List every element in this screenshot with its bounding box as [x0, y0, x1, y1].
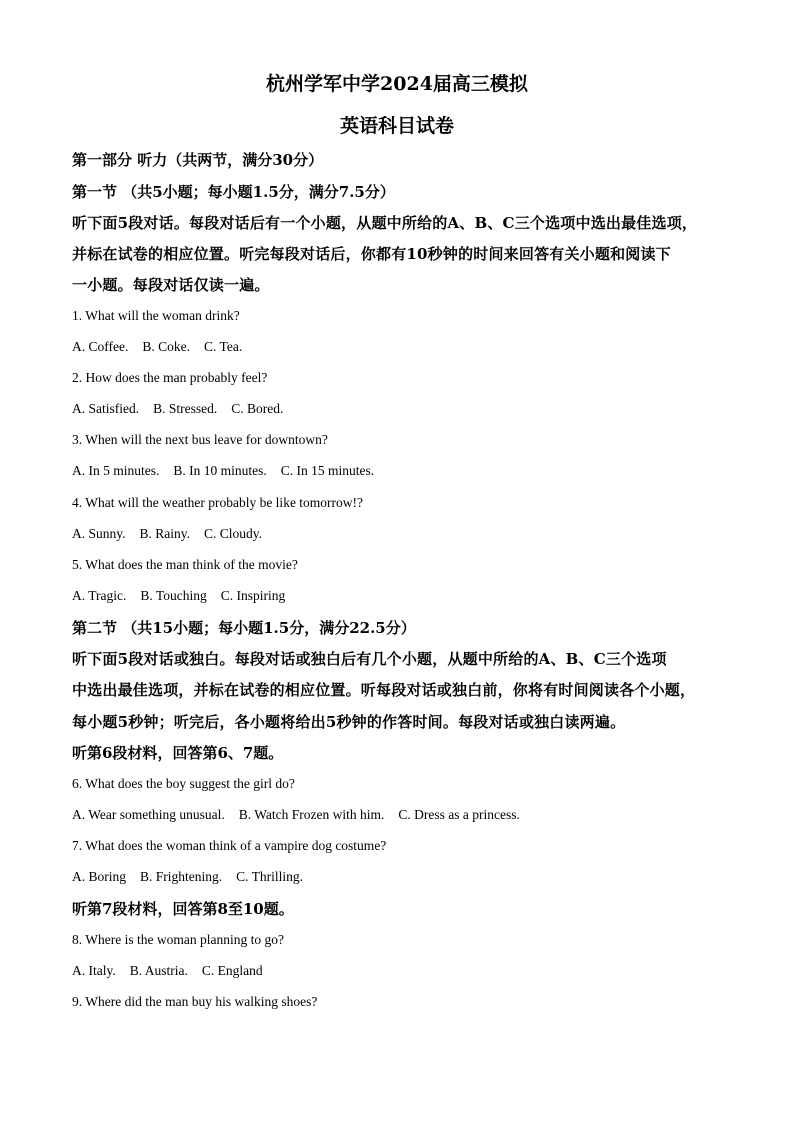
option-b: B. Stressed. — [153, 401, 218, 416]
exam-title: 杭州学军中学2024届高三模拟 — [266, 73, 528, 95]
section2-instruction-line: 中选出最佳选项，并标在试卷的相应位置。听每段对话或独白前，你将有时间阅读各个小题， — [72, 681, 696, 699]
section1-instruction-line: 并标在试卷的相应位置。听完每段对话后，你都有10秒钟的时间来回答有关小题和阅读下 — [72, 245, 671, 263]
option-a: A. Satisfied. — [72, 401, 140, 416]
option-a: A. Italy. — [72, 963, 116, 978]
question-4-options — [72, 525, 732, 543]
question-3-options — [72, 462, 732, 480]
section2-heading: 第二节 （共15小题；每小题1.5分，满分22.5分） — [72, 619, 416, 637]
option-c: C. Tea. — [204, 339, 243, 354]
question-9: 9. Where did the man buy his walking shoes? — [72, 994, 318, 1009]
question-7-options — [72, 868, 732, 886]
option-b: B. Austria. — [129, 963, 188, 978]
option-c: C. Cloudy. — [204, 526, 263, 541]
option-b: B. Coke. — [142, 339, 191, 354]
option-b: B. In 10 minutes. — [173, 463, 267, 478]
option-a: A. In 5 minutes. — [72, 463, 160, 478]
question-7: 7. What does the woman think of a vampire dog costume? — [72, 838, 387, 853]
part1-heading: 第一部分 听力（共两节，满分30分） — [72, 151, 324, 169]
question-3: 3. When will the next bus leave for downtown? — [72, 432, 328, 447]
option-c: C. Thrilling. — [236, 869, 304, 884]
option-b: B. Watch Frozen with him. — [238, 807, 385, 822]
exam-subtitle: 英语科目试卷 — [339, 115, 454, 137]
question-1-options — [72, 338, 732, 356]
question-8: 8. Where is the woman planning to go? — [72, 932, 284, 947]
question-5-options — [72, 587, 732, 605]
option-c: C. In 15 minutes. — [280, 463, 375, 478]
material-6-heading: 听第6段材料，回答第6、7题。 — [72, 744, 284, 762]
question-4: 4. What will the weather probably be like tomorrow!? — [72, 495, 364, 510]
section1-instruction-line: 听下面5段对话。每段对话后有一个小题，从题中所给的A、B、C三个选项中选出最佳选项， — [72, 214, 698, 232]
section2-instruction-line: 每小题5秒钟；听完后，各小题将给出5秒钟的作答时间。每段对话或独白读两遍。 — [72, 713, 626, 731]
option-a: A. Boring — [72, 869, 126, 884]
option-c: C. England — [201, 963, 263, 978]
question-2-options — [72, 400, 732, 418]
option-a: A. Tragic. — [72, 588, 127, 603]
option-a: A. Coffee. — [72, 339, 129, 354]
question-2: 2. How does the man probably feel? — [72, 370, 268, 385]
question-8-options — [72, 962, 732, 980]
material-7-heading: 听第7段材料，回答第8至10题。 — [72, 900, 294, 918]
section1-heading: 第一节 （共5小题；每小题1.5分，满分7.5分） — [72, 183, 395, 201]
option-c: C. Bored. — [231, 401, 284, 416]
option-a: A. Wear something unusual. — [72, 807, 225, 822]
question-5: 5. What does the man think of the movie? — [72, 557, 298, 572]
option-a: A. Sunny. — [72, 526, 126, 541]
question-1: 1. What will the woman drink? — [72, 308, 240, 323]
question-6: 6. What does the boy suggest the girl do? — [72, 776, 295, 791]
option-b: B. Frightening. — [140, 869, 223, 884]
option-b: B. Touching — [140, 588, 207, 603]
section2-instruction-line: 听下面5段对话或独白。每段对话或独白后有几个小题，从题中所给的A、B、C三个选项 — [72, 650, 667, 668]
question-6-options — [72, 806, 732, 824]
option-c: C. Inspiring — [220, 588, 286, 603]
section1-instruction-line: 一小题。每段对话仅读一遍。 — [72, 276, 270, 294]
option-c: C. Dress as a princess. — [398, 807, 520, 822]
option-b: B. Rainy. — [139, 526, 191, 541]
